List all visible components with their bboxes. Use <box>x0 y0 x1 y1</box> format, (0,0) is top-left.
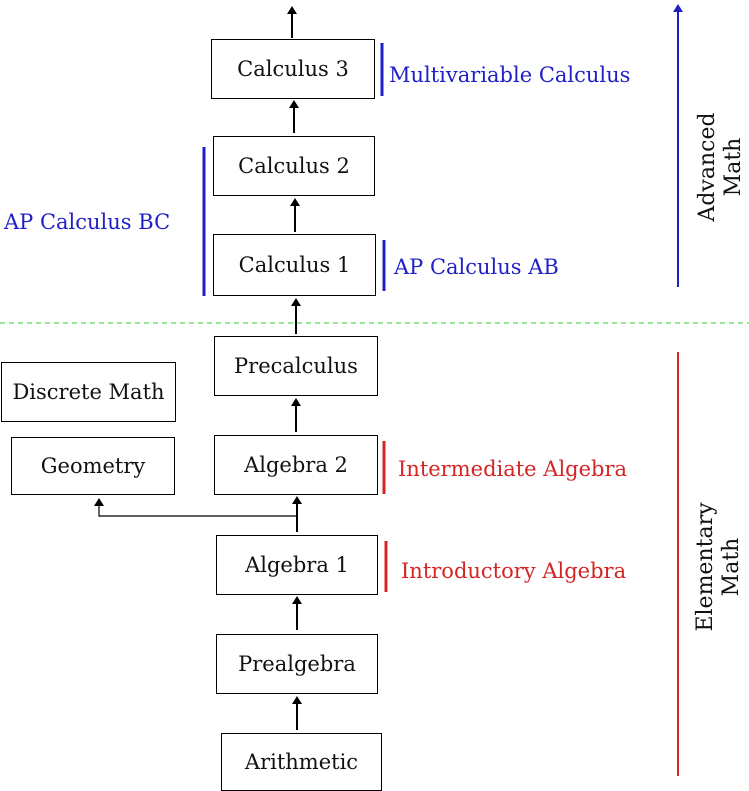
label-ap-calculus-bc: AP Calculus BC <box>4 210 171 234</box>
course-precalculus: Precalculus <box>214 336 378 396</box>
section-label-advanced <box>695 107 749 227</box>
arrow-branch-geometry <box>99 502 297 516</box>
label-intermediate-algebra: Intermediate Algebra <box>398 457 628 481</box>
label-ap-calculus-ab: AP Calculus AB <box>394 255 559 279</box>
section-label-advanced-line2: Math <box>721 137 747 197</box>
course-algebra-2: Algebra 2 <box>214 435 378 495</box>
course-prealgebra: Prealgebra <box>216 634 378 694</box>
course-geometry: Geometry <box>11 437 175 495</box>
label-multivariable-calculus: Multivariable Calculus <box>389 63 631 87</box>
course-calculus-1: Calculus 1 <box>213 234 376 296</box>
course-arithmetic: Arithmetic <box>221 733 382 791</box>
course-calculus-2: Calculus 2 <box>213 136 375 196</box>
course-discrete-math: Discrete Math <box>1 362 176 422</box>
section-label-elementary-line1: Elementary <box>693 502 718 632</box>
section-label-advanced-line1: Advanced <box>695 112 720 222</box>
section-label-elementary-line2: Math <box>719 537 745 597</box>
course-algebra-1: Algebra 1 <box>216 535 378 595</box>
section-label-elementary <box>693 497 747 637</box>
course-calculus-3: Calculus 3 <box>211 39 375 99</box>
label-introductory-algebra: Introductory Algebra <box>401 559 627 583</box>
